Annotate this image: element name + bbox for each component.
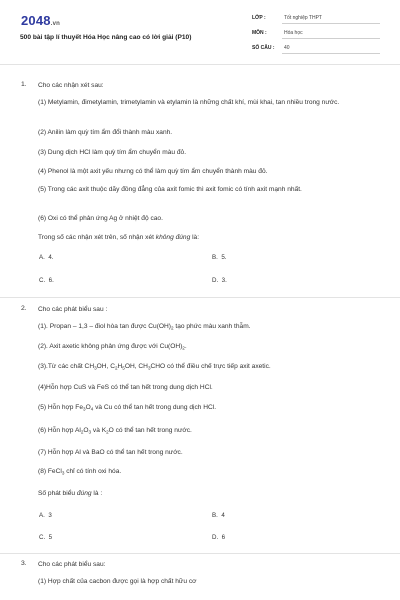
prompt-text: là : bbox=[91, 490, 103, 497]
subscript: 4 bbox=[90, 406, 94, 412]
item-text: (8) FeCl bbox=[38, 468, 62, 475]
item-text: H bbox=[117, 363, 123, 370]
site-logo[interactable] bbox=[21, 13, 60, 28]
question-divider bbox=[0, 553, 400, 554]
item-text: (2). Axit axetic không phản ứng được với Cu(OH) bbox=[38, 343, 183, 350]
question-1-item-5: (5) Trong các axit thuộc dãy đồng đẳng của axit fomic thì axit fomic có tính axit mạnh nhất. bbox=[38, 186, 302, 193]
meta-label-class: LỚP : bbox=[252, 15, 266, 21]
prompt-emphasis: đúng bbox=[76, 490, 92, 497]
item-text: . bbox=[184, 343, 187, 350]
option-value: 5 bbox=[48, 534, 53, 541]
document-title: 500 bài tập lí thuyết Hóa Học nâng cao có lời giải (P10) bbox=[20, 34, 192, 41]
item-text: O bbox=[83, 427, 89, 434]
question-1-prompt bbox=[38, 233, 386, 242]
option-value: 5. bbox=[221, 254, 227, 261]
question-2-item-6 bbox=[38, 426, 386, 435]
meta-underline bbox=[282, 23, 380, 24]
option-letter: B. bbox=[212, 254, 218, 261]
item-text: và Cu có thể tan hết trong dung dịch HCl. bbox=[93, 404, 217, 411]
question-2-item-3 bbox=[38, 362, 386, 371]
item-text: O bbox=[85, 404, 91, 411]
question-1-item-6: (6) Oxi có thể phản ứng Ag ở nhiệt độ cao. bbox=[38, 215, 163, 222]
question-2-prompt bbox=[38, 489, 386, 498]
item-text: OH, C bbox=[96, 363, 115, 370]
subscript: 3 bbox=[94, 365, 97, 371]
logo-main: 2048 bbox=[21, 13, 51, 28]
option-letter: D. bbox=[212, 277, 219, 284]
question-2-item-4: (4)Hỗn hợp CuS và FeS có thể tan hết trong dung dịch HCl. bbox=[38, 384, 213, 391]
header-divider bbox=[0, 64, 400, 65]
meta-label-count: SỐ CÂU : bbox=[252, 45, 275, 51]
question-2-item-2 bbox=[38, 342, 386, 351]
item-text: tạo phức màu xanh thẫm. bbox=[173, 323, 251, 330]
item-text: (3).Từ các chất CH bbox=[38, 363, 95, 370]
option-value: 4. bbox=[48, 254, 54, 261]
meta-value-subject: Hóa học bbox=[284, 30, 303, 36]
question-1-option-b[interactable] bbox=[212, 254, 226, 261]
question-2-item-5 bbox=[38, 403, 386, 412]
option-letter: A. bbox=[39, 254, 45, 261]
subscript: 3 bbox=[88, 429, 92, 435]
question-1-option-c[interactable] bbox=[39, 277, 54, 284]
question-1-item-1: (1) Metylamin, đimetylamin, trimetylamin và etylamin là những chất khí, mùi khai, tan nhiều trong nước. bbox=[38, 99, 340, 106]
question-2-option-c[interactable] bbox=[39, 534, 52, 541]
prompt-text: Số phát biểu bbox=[38, 490, 77, 497]
option-value: 3. bbox=[221, 277, 227, 284]
question-1-stem: Cho các nhận xét sau: bbox=[38, 82, 104, 89]
item-text: OH, CH bbox=[124, 363, 148, 370]
option-value: 3 bbox=[48, 512, 52, 519]
option-letter: A. bbox=[39, 512, 45, 519]
subscript: 5 bbox=[122, 365, 125, 371]
question-2-item-1 bbox=[38, 322, 386, 331]
question-2-item-8 bbox=[38, 467, 386, 476]
subscript: 2 bbox=[182, 345, 185, 351]
logo-sub: .vn bbox=[50, 21, 61, 27]
question-2-item-7: (7) Hỗn hợp Al và BaO có thể tan hết trong nước. bbox=[38, 449, 183, 456]
option-letter: B. bbox=[212, 512, 218, 519]
question-2-option-b[interactable] bbox=[212, 512, 225, 519]
prompt-text: Trong số các nhận xét trên, số nhận xét bbox=[38, 234, 156, 241]
question-2-option-a[interactable] bbox=[39, 512, 52, 519]
meta-underline bbox=[282, 53, 380, 54]
item-text: (6) Hỗn hợp Al bbox=[38, 427, 81, 434]
question-3-item-1: (1) Hợp chất của cacbon được gọi là hợp chất hữu cơ bbox=[38, 578, 197, 585]
prompt-emphasis: không đúng bbox=[155, 234, 191, 241]
subscript: 3 bbox=[147, 365, 151, 371]
subscript: 2 bbox=[114, 365, 118, 371]
item-text: (1). Propan – 1,3 – điol hòa tan được Cu(OH) bbox=[38, 323, 171, 330]
item-text: CHO có thể điều chế trực tiếp axit axetic. bbox=[150, 363, 271, 370]
subscript: 2 bbox=[80, 429, 84, 435]
question-1-option-a[interactable] bbox=[39, 254, 53, 261]
question-2-option-d[interactable] bbox=[212, 534, 225, 541]
question-1-item-4: (4) Phenol là một axit yếu nhưng có thể làm quỳ tím ẩm chuyển thành màu đỏ. bbox=[38, 168, 268, 175]
question-2-number: 2. bbox=[21, 305, 27, 312]
question-2-stem: Cho các phát biểu sau : bbox=[38, 306, 108, 313]
option-value: 6. bbox=[48, 277, 54, 284]
question-1-item-2: (2) Anilin làm quỳ tím ẩm đổi thành màu xanh. bbox=[38, 129, 173, 136]
option-letter: D. bbox=[212, 534, 219, 541]
meta-value-count: 40 bbox=[284, 45, 290, 51]
item-text: và K bbox=[91, 427, 107, 434]
subscript: 2 bbox=[171, 325, 174, 331]
question-3-number: 3. bbox=[21, 560, 27, 567]
item-text: (5) Hỗn hợp Fe bbox=[38, 404, 84, 411]
item-text: O có thể tan hết trong nước. bbox=[108, 427, 192, 434]
document-header bbox=[0, 0, 400, 64]
subscript: 3 bbox=[61, 470, 65, 476]
subscript: 2 bbox=[106, 429, 109, 435]
question-1-item-3: (3) Dung dịch HCl làm quỳ tím ẩm chuyển màu đỏ. bbox=[38, 149, 187, 156]
meta-label-subject: MÔN : bbox=[252, 30, 267, 36]
meta-underline bbox=[282, 38, 380, 39]
option-value: 6 bbox=[221, 534, 226, 541]
option-value: 4 bbox=[221, 512, 225, 519]
question-1-option-d[interactable] bbox=[212, 277, 227, 284]
question-divider bbox=[0, 297, 400, 298]
option-letter: C. bbox=[39, 277, 46, 284]
subscript: 3 bbox=[83, 406, 86, 412]
question-3-stem: Cho các phát biểu sau: bbox=[38, 561, 106, 568]
prompt-text: là: bbox=[190, 234, 200, 241]
meta-value-class: Tốt nghiệp THPT bbox=[284, 15, 322, 21]
item-text: chỉ có tính oxi hóa. bbox=[64, 468, 122, 475]
question-1-number: 1. bbox=[21, 81, 27, 88]
option-letter: C. bbox=[39, 534, 46, 541]
